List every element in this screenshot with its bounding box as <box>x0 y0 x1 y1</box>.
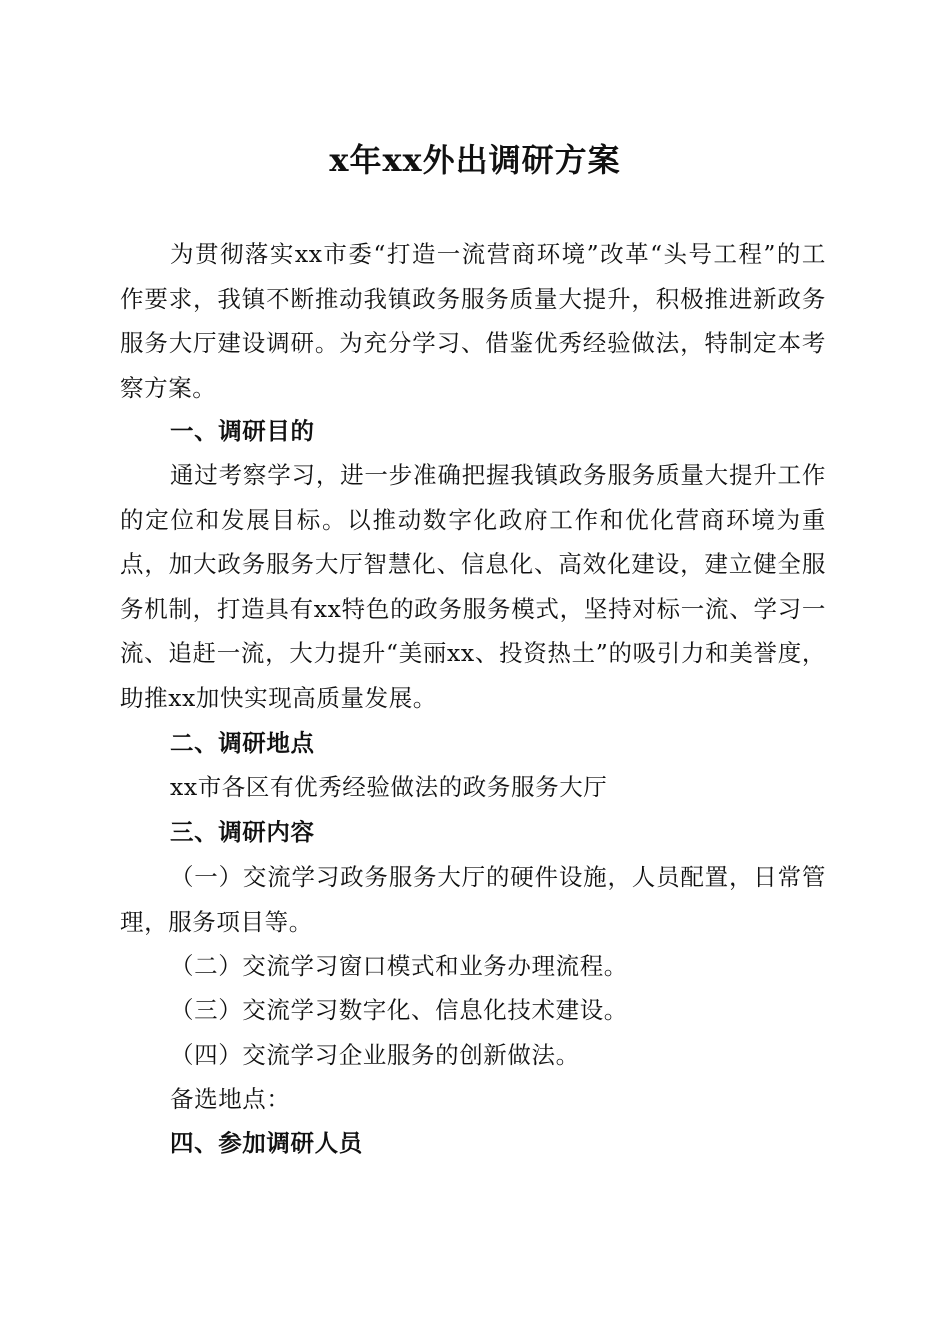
alternate-location-note: 备选地点： <box>170 1085 291 1113</box>
content-item-2: （二）交流学习窗口模式和业务办理流程。 <box>170 952 628 980</box>
document-title: x年xx外出调研方案 <box>329 141 621 179</box>
section-heading-purpose: 一、调研目的 <box>170 417 315 445</box>
section-heading-content: 三、调研内容 <box>170 818 315 846</box>
location-paragraph: xx市各区有优秀经验做法的政务服务大厅 <box>170 773 608 801</box>
content-item-1: （一）交流学习政务服务大厅的硬件设施，人员配置，日常管理，服务项目等。 <box>120 863 826 936</box>
content-item-3: （三）交流学习数字化、信息化技术建设。 <box>170 996 628 1024</box>
section-heading-participants: 四、参加调研人员 <box>170 1129 363 1157</box>
purpose-paragraph: 通过考察学习，进一步准确把握我镇政务服务质量大提升工作的定位和发展目标。以推动数字化政府工作和优化营商环境为重点，加大政务服务大厅智慧化、信息化、高效化建设，建立健全服务机制，打造具有xx特色的政务服务模式，坚持对标一流、学习一流、追赶一流，大力提升“美丽xx、投资热土”的吸引力和美誉度，助推xx加快实现高质量发展。 <box>120 461 826 712</box>
section-heading-location: 二、调研地点 <box>170 729 315 757</box>
content-item-4: （四）交流学习企业服务的创新做法。 <box>170 1041 580 1069</box>
intro-paragraph: 为贯彻落实xx市委“打造一流营商环境”改革“头号工程”的工作要求，我镇不断推动我镇政务服务质量大提升，积极推进新政务服务大厅建设调研。为充分学习、借鉴优秀经验做法，特制定本考察方案。 <box>120 240 826 402</box>
